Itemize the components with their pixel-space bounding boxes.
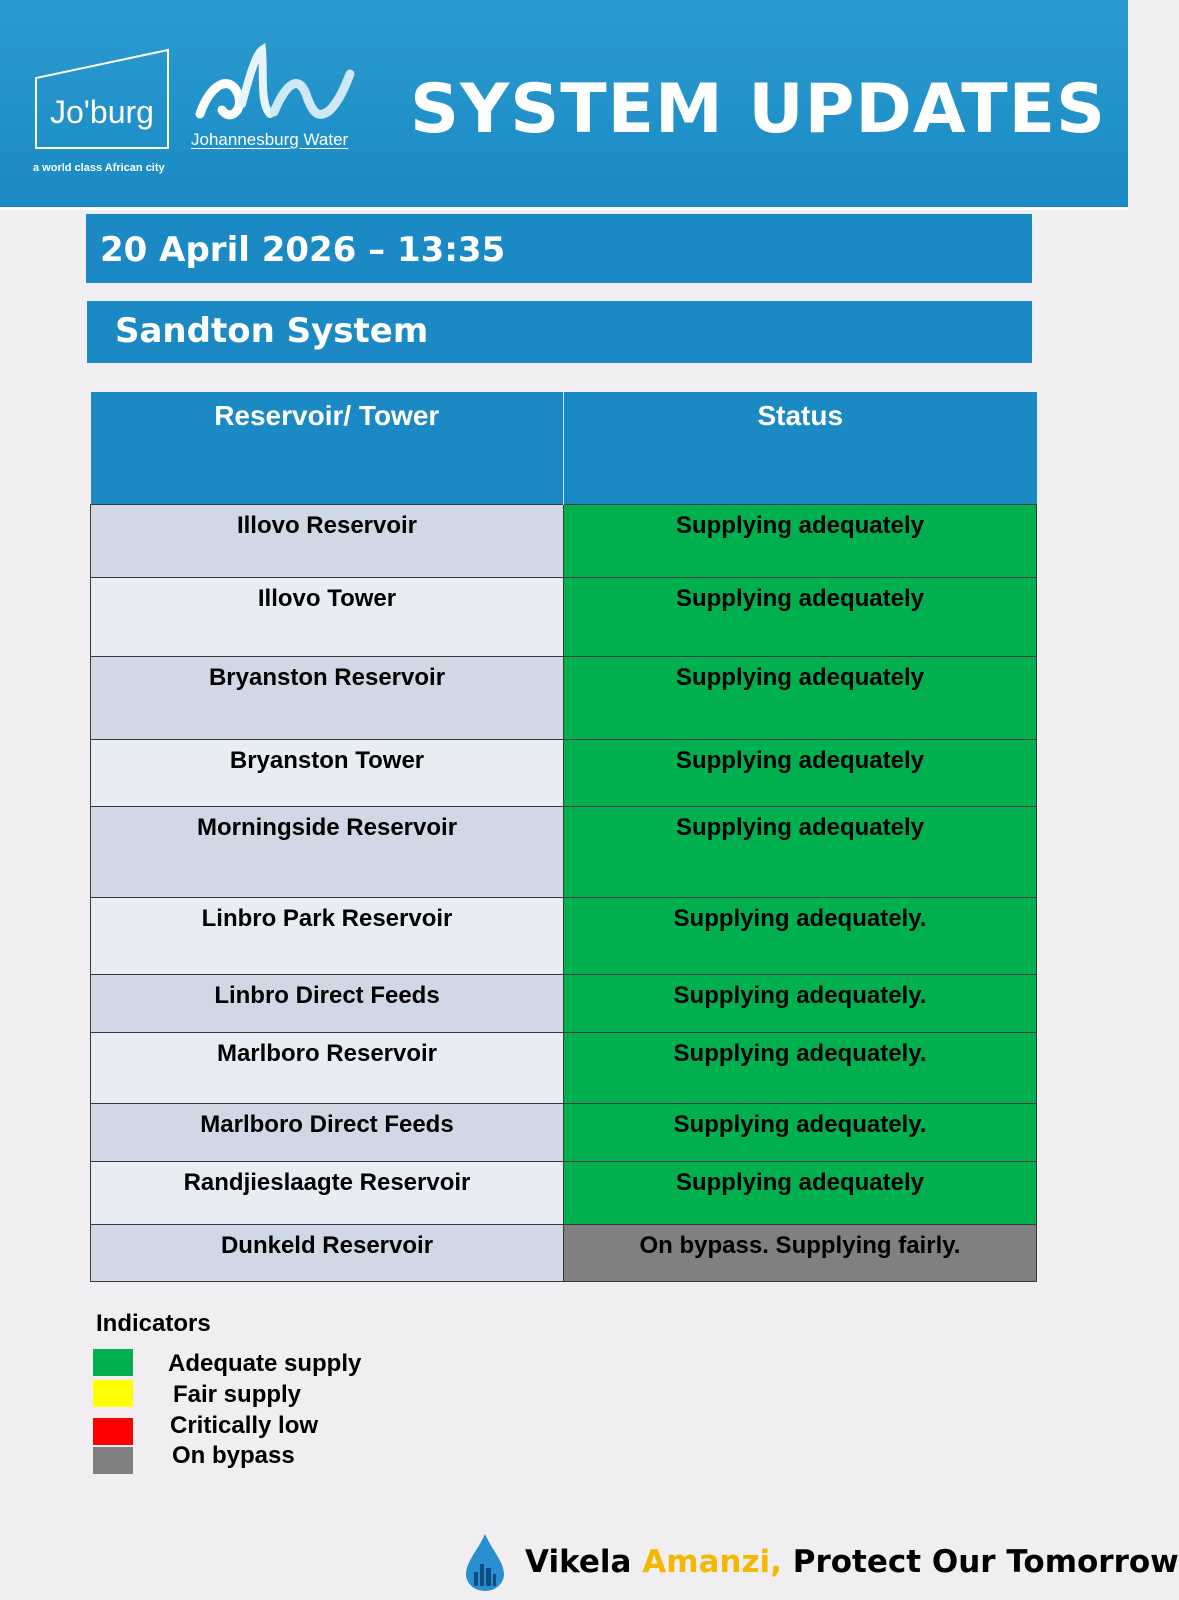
table-row xyxy=(91,806,1037,897)
system-name-banner: Sandton System xyxy=(87,301,1032,363)
column-header-status: Status xyxy=(564,392,1037,504)
joburg-logo xyxy=(34,48,172,152)
status-cell: Supplying adequately. xyxy=(564,974,1037,1032)
footer-slogan xyxy=(525,1544,1179,1580)
status-cell: Supplying adequately xyxy=(564,806,1037,897)
status-cell: Supplying adequately xyxy=(564,504,1037,577)
reservoir-name: Illovo Reservoir xyxy=(91,504,564,577)
table-row xyxy=(91,577,1037,656)
status-cell: Supplying adequately xyxy=(564,739,1037,806)
header-banner xyxy=(0,0,1128,210)
status-cell: On bypass. Supplying fairly. xyxy=(564,1224,1037,1281)
table-row xyxy=(91,656,1037,739)
table-row xyxy=(91,1103,1037,1161)
status-cell: Supplying adequately. xyxy=(564,1103,1037,1161)
slogan-part1: Vikela xyxy=(525,1544,643,1580)
table-row xyxy=(91,504,1037,577)
legend-swatch-bypass xyxy=(93,1447,133,1474)
status-cell: Supplying adequately. xyxy=(564,897,1037,974)
reservoir-name: Morningside Reservoir xyxy=(91,806,564,897)
slogan-part2: Protect Our Tomorrow xyxy=(781,1544,1179,1580)
reservoir-name: Marlboro Direct Feeds xyxy=(91,1103,564,1161)
reservoir-name: Marlboro Reservoir xyxy=(91,1032,564,1103)
johannesburg-water-name: Johannesburg Water xyxy=(191,130,349,149)
table-row xyxy=(91,1161,1037,1224)
reservoir-name: Bryanston Reservoir xyxy=(91,656,564,739)
table-row xyxy=(91,739,1037,806)
status-cell: Supplying adequately xyxy=(564,656,1037,739)
legend-swatch-fair xyxy=(93,1380,133,1407)
reservoir-name: Illovo Tower xyxy=(91,577,564,656)
reservoir-name: Linbro Direct Feeds xyxy=(91,974,564,1032)
status-cell: Supplying adequately xyxy=(564,577,1037,656)
page-title: SYSTEM UPDATES xyxy=(410,70,1107,149)
legend-label-bypass: On bypass xyxy=(172,1442,295,1469)
water-drop-city-icon xyxy=(464,1532,506,1592)
legend-swatch-adequate xyxy=(93,1349,133,1376)
reservoir-name: Randjieslaagte Reservoir xyxy=(91,1161,564,1224)
table-row xyxy=(91,897,1037,974)
status-cell: Supplying adequately. xyxy=(564,1032,1037,1103)
reservoir-name: Dunkeld Reservoir xyxy=(91,1224,564,1281)
joburg-logo-text: Jo'burg xyxy=(50,94,154,130)
table-row xyxy=(91,974,1037,1032)
column-header-reservoir: Reservoir/ Tower xyxy=(91,392,564,504)
indicators-title: Indicators xyxy=(96,1310,211,1337)
date-time-banner: 20 April 2026 – 13:35 xyxy=(86,214,1032,283)
legend-label-fair: Fair supply xyxy=(173,1381,302,1408)
status-cell: Supplying adequately xyxy=(564,1161,1037,1224)
reservoir-name: Linbro Park Reservoir xyxy=(91,897,564,974)
table-header-row xyxy=(91,392,1037,504)
reservoir-name: Bryanston Tower xyxy=(91,739,564,806)
legend-label-adequate: Adequate supply xyxy=(168,1350,362,1377)
legend-swatch-critical xyxy=(93,1418,133,1445)
table-row xyxy=(91,1032,1037,1103)
reservoir-status-table xyxy=(90,392,1037,1282)
slogan-accent: Amanzi, xyxy=(642,1544,782,1580)
table-row xyxy=(91,1224,1037,1281)
joburg-tagline: a world class African city xyxy=(33,162,165,174)
legend-label-critical: Critically low xyxy=(170,1412,319,1439)
